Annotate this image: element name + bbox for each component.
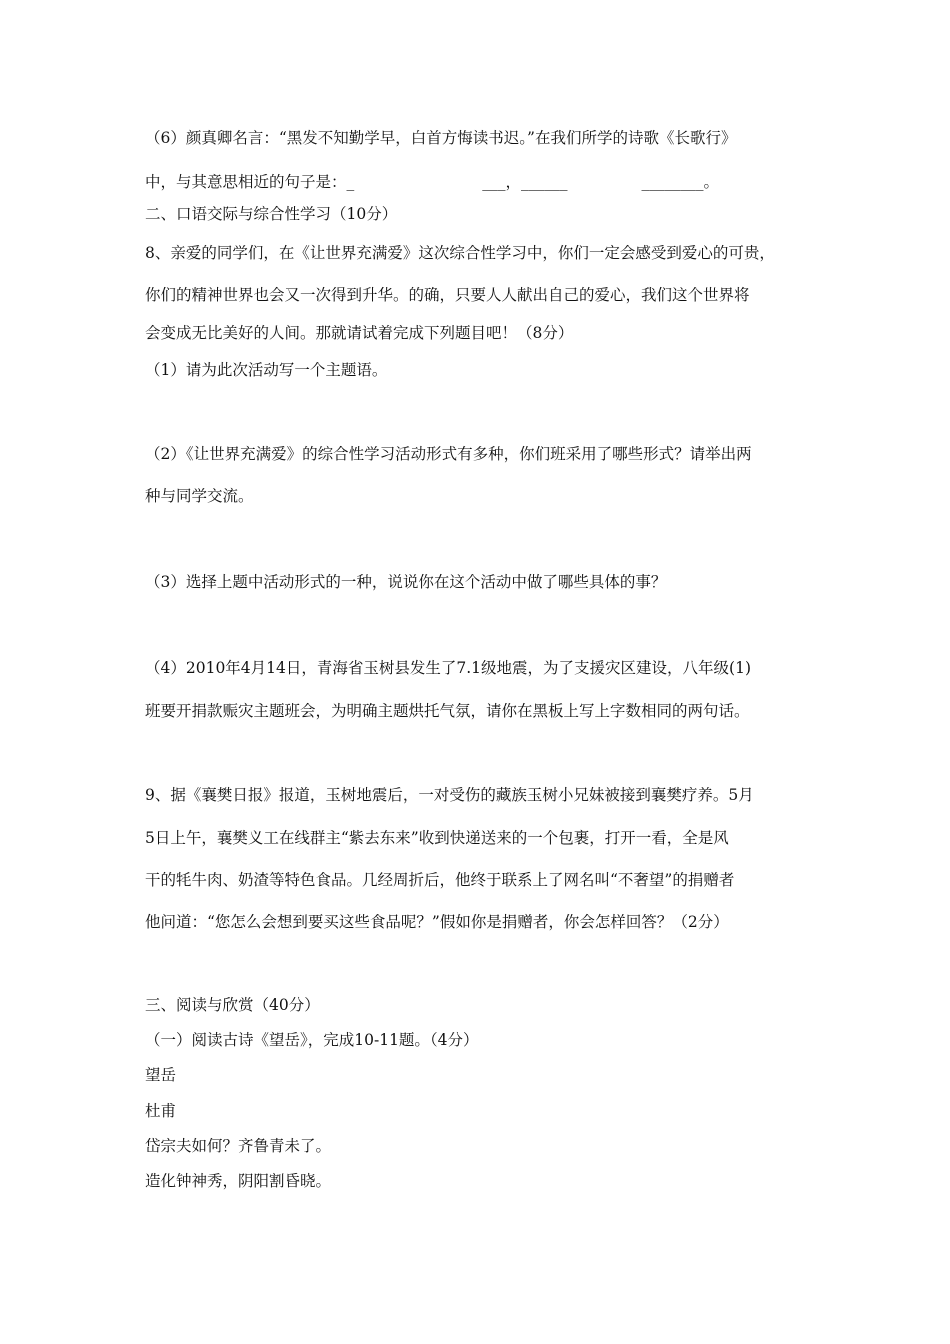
- q8-4-line2: 班要开捐款赈灾主题班会，为明确主题烘托气氛，请你在黑板上写上字数相同的两句话。: [145, 702, 750, 720]
- q8-3: （3）选择上题中活动形式的一种，说说你在这个活动中做了哪些具体的事？: [145, 573, 667, 591]
- q8-line3: 会变成无比美好的人间。那就请试着完成下列题目吧！（8分）: [145, 324, 574, 342]
- poem-title: 望岳: [145, 1066, 177, 1084]
- q9-line2: 5日上午，襄樊义工在线群主“紫去东来”收到快递送来的一个包裹，打开一看，全是风: [145, 829, 729, 847]
- section2-heading: 二、口语交际与综合性学习（10分）: [145, 205, 398, 223]
- poem-line: 造化钟神秀，阴阳割昏晓。: [145, 1172, 332, 1190]
- section3-heading: 三、阅读与欣赏（40分）: [145, 996, 320, 1014]
- q8-4-line1: （4）2010年4月14日，青海省玉树县发生了7.1级地震，为了支援灾区建设，八年级(1): [145, 659, 752, 677]
- answer-blank-a: ___，______: [482, 173, 568, 191]
- answer-blank-b: ________。: [641, 173, 720, 191]
- q8-2-line2: 种与同学交流。: [145, 487, 254, 505]
- poem-line: 岱宗夫如何？齐鲁青未了。: [145, 1137, 332, 1155]
- q9-line1: 9、据《襄樊日报》报道，玉树地震后，一对受伤的藏族玉树小兄妹被接到襄樊疗养。5月: [145, 786, 754, 804]
- q8-2-line1: （2）《让世界充满爱》的综合性学习活动形式有多种，你们班采用了哪些形式？请举出两: [145, 445, 752, 463]
- q9-line3: 干的牦牛肉、奶渣等特色食品。几经周折后，他终于联系上了网名叫“不奢望”的捐赠者: [145, 871, 735, 889]
- reading-part1: （一）阅读古诗《望岳》，完成10-11题。（4分）: [145, 1031, 479, 1049]
- q8-line1: 8、亲爱的同学们，在《让世界充满爱》这次综合性学习中，你们一定会感受到爱心的可贵，: [145, 244, 775, 262]
- q8-1: （1）请为此次活动写一个主题语。: [145, 361, 388, 379]
- q9-line4: 他问道：“您怎么会想到要买这些食品呢？”假如你是捐赠者，你会怎样回答？（2分）: [145, 913, 729, 931]
- q7-6-line1: （6）颜真卿名言：“黑发不知勤学早，白首方悔读书迟。”在我们所学的诗歌《长歌行》: [145, 129, 737, 147]
- q7-6-line2: [145, 171, 825, 193]
- q7-6-prefix: 中，与其意思相近的句子是：_: [145, 173, 355, 191]
- q8-line2: 你们的精神世界也会又一次得到升华。的确，只要人人献出自己的爱心，我们这个世界将: [145, 286, 750, 304]
- poem-author: 杜甫: [145, 1102, 177, 1120]
